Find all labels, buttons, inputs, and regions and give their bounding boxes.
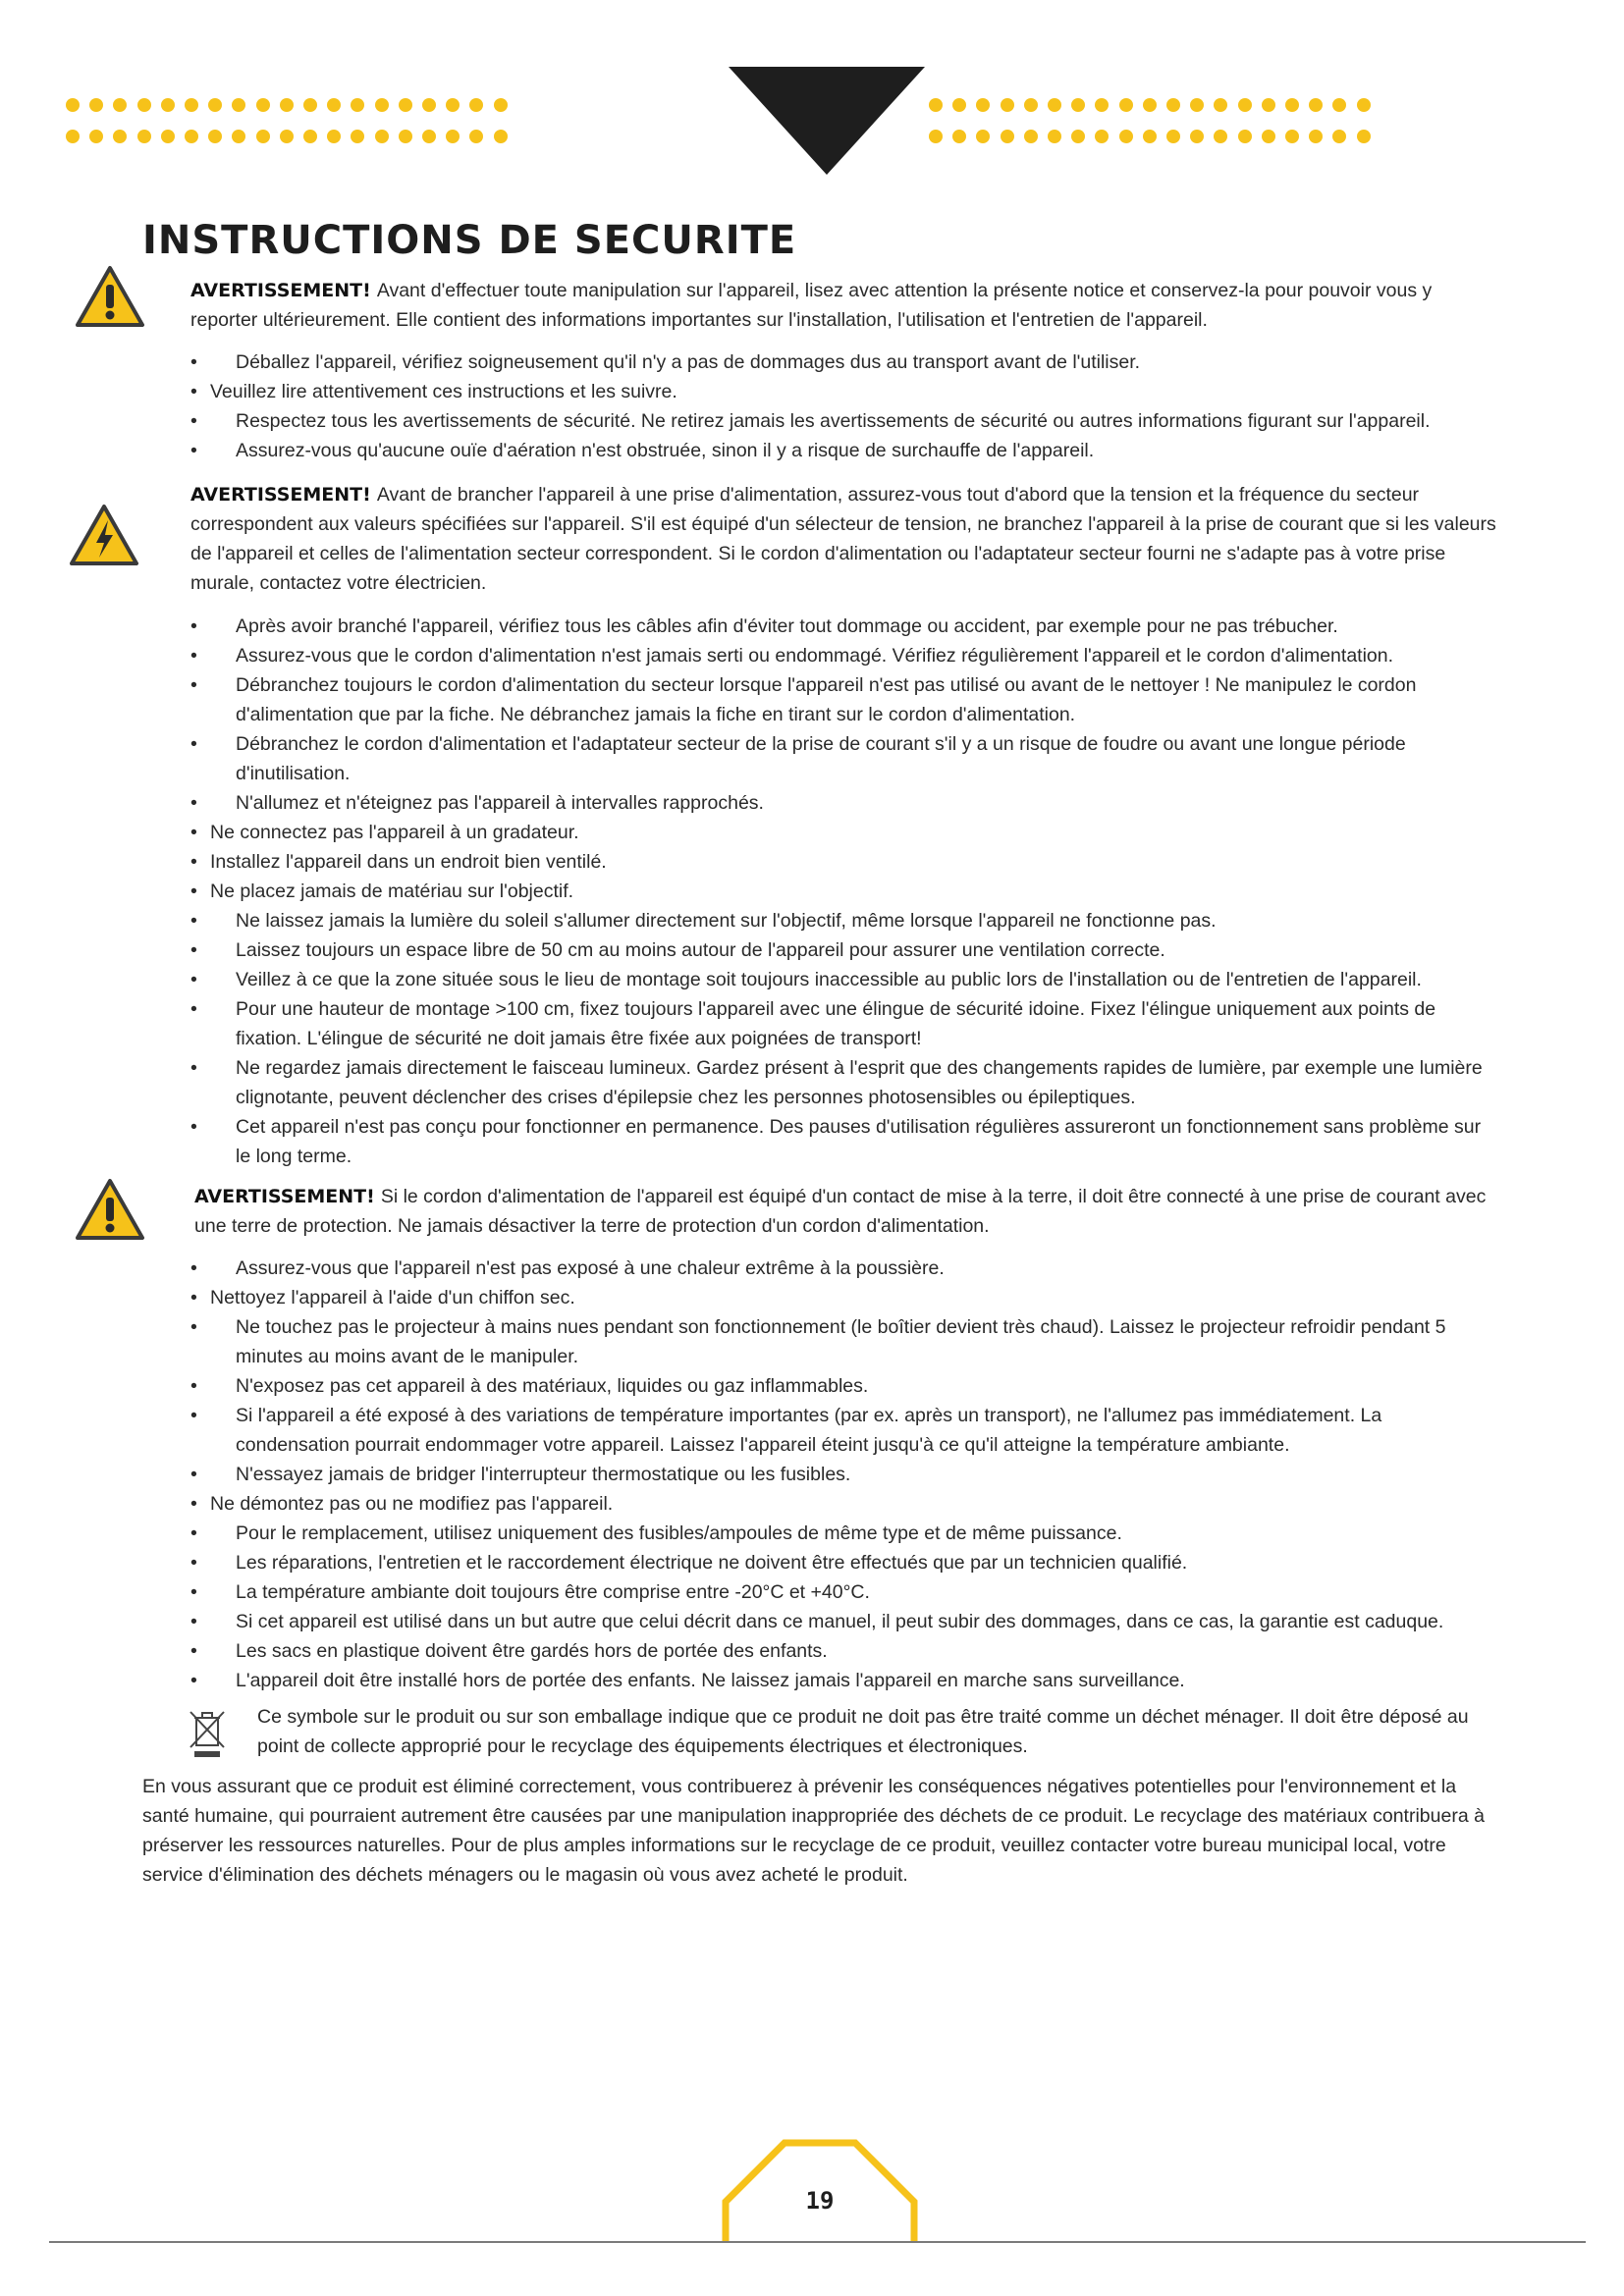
weee-notice: Ce symbole sur le produit ou sur son emballage indique que ce produit ne doit pas être traité comme un déchet ménager. Il doit être déposé au point de collecte approprié pour le recyclage des équipements électriques et électroniques.: [257, 1706, 1469, 1757]
header-dot: [303, 130, 317, 143]
list-item-text: Les réparations, l'entretien et le raccordement électrique ne doivent être effectués que par un technicien qualifié.: [236, 1552, 1188, 1574]
header-dot: [256, 98, 270, 112]
list-item-text: La température ambiante doit toujours être comprise entre -20°C et +40°C.: [236, 1581, 870, 1603]
header-dot: [1214, 98, 1227, 112]
bullet-marker: •: [190, 1552, 197, 1574]
warning-label: AVERTISSEMENT!: [190, 280, 371, 301]
header-dot: [232, 130, 245, 143]
header-dot: [1166, 130, 1180, 143]
header-dot: [1001, 130, 1014, 143]
warning-triangle-icon: [75, 1178, 145, 1241]
list-item-text: Veuillez lire attentivement ces instructions et les suivre.: [210, 381, 677, 402]
header-dot: [469, 130, 483, 143]
header-dot: [1238, 130, 1252, 143]
header-dot: [161, 130, 175, 143]
header-dot: [1024, 98, 1038, 112]
list-item: [190, 1607, 1496, 1636]
list-item: [190, 1519, 1496, 1548]
bullet-marker: •: [190, 1581, 197, 1603]
header-dot: [185, 130, 198, 143]
header-dot: [446, 98, 460, 112]
bullet-marker: •: [190, 851, 197, 873]
list-item: [190, 729, 1496, 788]
header-dot: [89, 130, 103, 143]
list-item-text: Assurez-vous qu'aucune ouïe d'aération n'est obstruée, sinon il y a risque de surchauffe de l'appareil.: [236, 440, 1095, 461]
header-dot: [1024, 130, 1038, 143]
header-dot: [952, 98, 966, 112]
header-dot: [1048, 130, 1061, 143]
list-item: [190, 1254, 1496, 1283]
list-item: [190, 1371, 1496, 1401]
bullet-marker: •: [190, 351, 197, 373]
header-dot: [1262, 98, 1275, 112]
header-dot: [494, 98, 508, 112]
list-item-text: Installez l'appareil dans un endroit bien ventilé.: [210, 851, 607, 873]
header-dot: [446, 130, 460, 143]
header-dot: [66, 130, 80, 143]
header-dot: [952, 130, 966, 143]
bullet-marker: •: [190, 881, 197, 902]
list-item: [190, 1577, 1496, 1607]
header-dot: [1262, 130, 1275, 143]
list-item: [190, 1636, 1496, 1666]
list-item-text: N'allumez et n'éteignez pas l'appareil à intervalles rapprochés.: [236, 792, 764, 814]
header-dot: [327, 130, 341, 143]
list-item-text: N'essayez jamais de bridger l'interrupteur thermostatique ou les fusibles.: [236, 1464, 851, 1485]
header-dot: [1309, 98, 1323, 112]
list-item: [189, 1283, 1496, 1312]
bullet-marker: •: [190, 645, 197, 667]
header-dot: [208, 130, 222, 143]
list-item-text: Ne laissez jamais la lumière du soleil s'allumer directement sur l'objectif, même lorsque l'appareil ne fonctionne pas.: [236, 910, 1217, 932]
bullet-marker: •: [190, 969, 197, 990]
bullet-marker: •: [190, 910, 197, 932]
list-item: [190, 641, 1496, 670]
warning-section-electrical: [190, 480, 1496, 598]
list-item-text: Assurez-vous que l'appareil n'est pas exposé à une chaleur extrême à la poussière.: [236, 1257, 945, 1279]
header-dot: [1095, 98, 1109, 112]
bullet-marker: •: [190, 1670, 197, 1691]
list-item: [189, 377, 1496, 406]
list-item: [190, 1312, 1496, 1371]
header-dot: [185, 98, 198, 112]
header-dot: [280, 130, 294, 143]
list-item: [190, 788, 1496, 818]
bullet-marker: •: [190, 1611, 197, 1632]
header-dot: [1332, 130, 1346, 143]
header-dot: [1238, 98, 1252, 112]
bullet-marker: •: [190, 1522, 197, 1544]
list-item-text: Après avoir branché l'appareil, vérifiez tous les câbles afin d'éviter tout dommage ou accident, par exemple pour ne pas trébucher.: [236, 615, 1338, 637]
header-dot: [66, 98, 80, 112]
list-item: [190, 1548, 1496, 1577]
list-item-text: Les sacs en plastique doivent être gardés hors de portée des enfants.: [236, 1640, 828, 1662]
safety-list-electrical: [190, 612, 1496, 1171]
header-dot: [1143, 130, 1157, 143]
bullet-marker: •: [190, 1116, 197, 1138]
bullet-marker: •: [190, 1405, 197, 1426]
list-item-text: Veillez à ce que la zone située sous le lieu de montage soit toujours inaccessible au public lors de l'installation ou de l'entretien de l'appareil.: [236, 969, 1422, 990]
list-item-text: Laissez toujours un espace libre de 50 cm au moins autour de l'appareil pour assurer une ventilation correcte.: [236, 939, 1165, 961]
bullet-marker: •: [190, 792, 197, 814]
header-dot: [1357, 130, 1371, 143]
list-item-text: Nettoyez l'appareil à l'aide d'un chiffon sec.: [210, 1287, 575, 1308]
header-dot: [1095, 130, 1109, 143]
header-dot: [399, 130, 412, 143]
warning-label: AVERTISSEMENT!: [190, 484, 371, 506]
warning-text: Si le cordon d'alimentation de l'appareil est équipé d'un contact de mise à la terre, il doit être connecté à une prise de courant avec une terre de protection. Ne jamais désactiver la terre de protection d'un cordon d'alimentation.: [194, 1186, 1487, 1237]
electric-shock-warning-icon: [69, 504, 139, 566]
header-dot: [1285, 130, 1299, 143]
list-item: [190, 1053, 1496, 1112]
warning-label: AVERTISSEMENT!: [194, 1186, 375, 1207]
list-item: [190, 406, 1496, 436]
bullet-marker: •: [190, 998, 197, 1020]
header-dot: [1143, 98, 1157, 112]
list-item-text: Ne connectez pas l'appareil à un gradateur.: [210, 822, 579, 843]
bullet-marker: •: [190, 822, 197, 843]
list-item-text: Pour une hauteur de montage >100 cm, fixez toujours l'appareil avec une élingue de sécurité idoine. Fixez l'élingue uniquement aux points de fixation. L'élingue de sécurité ne doit jamais être fixée aux poignées de transport!: [236, 998, 1436, 1049]
header-dot: [494, 130, 508, 143]
bullet-marker: •: [190, 1375, 197, 1397]
header-dot: [1071, 98, 1085, 112]
header-dot: [422, 98, 436, 112]
header-dot: [422, 130, 436, 143]
list-item: [190, 347, 1496, 377]
warning-triangle-icon: [75, 265, 145, 328]
list-item: [189, 818, 1496, 847]
list-item: [190, 965, 1496, 994]
list-item: [190, 1460, 1496, 1489]
list-item: [189, 877, 1496, 906]
list-item: [190, 436, 1496, 465]
header-dot: [1071, 130, 1085, 143]
header-dot: [1119, 98, 1133, 112]
bullet-marker: •: [190, 1057, 197, 1079]
list-item: [190, 994, 1496, 1053]
header-dot: [1190, 98, 1204, 112]
bullet-marker: •: [190, 939, 197, 961]
header-dot: [303, 98, 317, 112]
header-dot: [1001, 98, 1014, 112]
list-item-text: Si l'appareil a été exposé à des variations de température importantes (par ex. après un transport), ne l'allumez pas immédiatement. La condensation pourrait endommager votre appareil. Laissez l'appareil éteint jusqu'à ce qu'il atteigne la température ambiante.: [236, 1405, 1382, 1456]
header-dot: [929, 130, 943, 143]
crossed-bin-weee-icon: [187, 1708, 228, 1759]
bullet-marker: •: [190, 615, 197, 637]
list-item-text: L'appareil doit être installé hors de portée des enfants. Ne laissez jamais l'appareil en marche sans surveillance.: [236, 1670, 1185, 1691]
warning-section-general: [190, 276, 1496, 335]
bullet-marker: •: [190, 1640, 197, 1662]
bullet-marker: •: [190, 1464, 197, 1485]
header-dot: [1048, 98, 1061, 112]
list-item: [190, 1401, 1496, 1460]
header-dot: [113, 98, 127, 112]
list-item: [190, 906, 1496, 935]
safety-list-handling: [190, 1254, 1496, 1695]
header-dot: [137, 130, 151, 143]
warning-section-grounding: [194, 1182, 1496, 1241]
header-dot: [137, 98, 151, 112]
header-dot: [89, 98, 103, 112]
header-dot: [1190, 130, 1204, 143]
header-dot: [232, 98, 245, 112]
header-dot: [351, 98, 364, 112]
disposal-paragraph: En vous assurant que ce produit est éliminé correctement, vous contribuerez à prévenir les conséquences négatives potentielles pour l'environnement et la santé humaine, qui pourraient autrement être causées par une manipulation inappropriée des déchets de ce produit. Le recyclage des matériaux contribuera à préserver les ressources naturelles. Pour de plus amples informations sur le recyclage de ce produit, veuillez contacter votre bureau municipal local, votre service d'élimination des déchets ménagers ou le magasin où vous avez acheté le produit.: [142, 1776, 1485, 1886]
header-dot: [399, 98, 412, 112]
warning-text: Avant de brancher l'appareil à une prise d'alimentation, assurez-vous tout d'abord que la tension et la fréquence du secteur correspondent aux valeurs spécifiées sur l'appareil. S'il est équipé d'un sélecteur de tension, ne branchez l'appareil à la prise de courant que si les valeurs de l'appareil et celles de l'alimentation secteur correspondent. Si le cordon d'alimentation ou l'adaptateur secteur fourni ne s'adapte pas à votre prise murale, contactez votre électricien.: [190, 484, 1496, 594]
bullet-marker: •: [190, 674, 197, 696]
header-dot: [1119, 130, 1133, 143]
page-number: 19: [805, 2187, 835, 2215]
header-dot: [929, 98, 943, 112]
list-item: [189, 1489, 1496, 1519]
list-item-text: Déballez l'appareil, vérifiez soigneusement qu'il n'y a pas de dommages dus au transport avant de l'utiliser.: [236, 351, 1141, 373]
warning-text: Avant d'effectuer toute manipulation sur l'appareil, lisez avec attention la présente notice et conservez-la pour pouvoir vous y reporter ultérieurement. Elle contient des informations importantes sur l'installation, l'utilisation et l'entretien de l'appareil.: [190, 280, 1433, 331]
header-dot: [1285, 98, 1299, 112]
list-item-text: Ne touchez pas le projecteur à mains nues pendant son fonctionnement (le boîtier devient très chaud). Laissez le projecteur refroidir pendant 5 minutes au moins avant de le manipuler.: [236, 1316, 1446, 1367]
bullet-marker: •: [190, 1257, 197, 1279]
list-item-text: Ne placez jamais de matériau sur l'objectif.: [210, 881, 574, 902]
header-dot: [1357, 98, 1371, 112]
header-dot: [327, 98, 341, 112]
header-dot: [351, 130, 364, 143]
header-dot: [976, 98, 990, 112]
header-dot: [375, 98, 389, 112]
list-item: [189, 847, 1496, 877]
bullet-marker: •: [190, 410, 197, 432]
list-item: [190, 1666, 1496, 1695]
header-dot: [1214, 130, 1227, 143]
header-dot: [1166, 98, 1180, 112]
header-dot: [161, 98, 175, 112]
list-item: [190, 612, 1496, 641]
list-item-text: Ne démontez pas ou ne modifiez pas l'appareil.: [210, 1493, 614, 1515]
page-title: INSTRUCTIONS DE SECURITE: [142, 218, 797, 263]
bullet-marker: •: [190, 1493, 197, 1515]
list-item-text: Cet appareil n'est pas conçu pour fonctionner en permanence. Des pauses d'utilisation régulières assureront un fonctionnement sans problème sur le long terme.: [236, 1116, 1482, 1167]
header-dot: [113, 130, 127, 143]
header-dot: [1309, 130, 1323, 143]
list-item-text: Assurez-vous que le cordon d'alimentation n'est jamais serti ou endommagé. Vérifiez régulièrement l'appareil et le cordon d'alimentation.: [236, 645, 1394, 667]
list-item-text: Débranchez le cordon d'alimentation et l'adaptateur secteur de la prise de courant s'il y a un risque de foudre ou avant une longue période d'inutilisation.: [236, 733, 1406, 784]
header-triangle-decoration: [729, 67, 925, 177]
header-dot: [208, 98, 222, 112]
list-item-text: Pour le remplacement, utilisez uniquement des fusibles/ampoules de même type et de même puissance.: [236, 1522, 1122, 1544]
list-item-text: Débranchez toujours le cordon d'alimentation du secteur lorsque l'appareil n'est pas utilisé ou avant de le nettoyer ! Ne manipulez le cordon d'alimentation que par la fiche. Ne débranchez jamais la fiche en tirant sur le cordon d'alimentation.: [236, 674, 1417, 725]
list-item: [190, 1112, 1496, 1171]
list-item-text: Si cet appareil est utilisé dans un but autre que celui décrit dans ce manuel, il peut subir des dommages, dans ce cas, la garantie est caduque.: [236, 1611, 1444, 1632]
bullet-marker: •: [190, 1316, 197, 1338]
bullet-marker: •: [190, 1287, 197, 1308]
header-dot: [976, 130, 990, 143]
list-item: [190, 935, 1496, 965]
safety-list-general: [190, 347, 1496, 465]
bullet-marker: •: [190, 733, 197, 755]
bullet-marker: •: [190, 381, 197, 402]
footer-rule: [49, 2241, 1586, 2243]
header-dot: [1332, 98, 1346, 112]
header-dot: [469, 98, 483, 112]
header-dot: [280, 98, 294, 112]
list-item-text: N'exposez pas cet appareil à des matériaux, liquides ou gaz inflammables.: [236, 1375, 869, 1397]
bullet-marker: •: [190, 440, 197, 461]
list-item-text: Ne regardez jamais directement le faisceau lumineux. Gardez présent à l'esprit que des changements rapides de lumière, par exemple une lumière clignotante, peuvent déclencher des crises d'épilepsie chez les personnes photosensibles ou épileptiques.: [236, 1057, 1483, 1108]
header-dot: [256, 130, 270, 143]
header-dot: [375, 130, 389, 143]
list-item: [190, 670, 1496, 729]
list-item-text: Respectez tous les avertissements de sécurité. Ne retirez jamais les avertissements de sécurité ou autres informations figurant sur l'appareil.: [236, 410, 1431, 432]
